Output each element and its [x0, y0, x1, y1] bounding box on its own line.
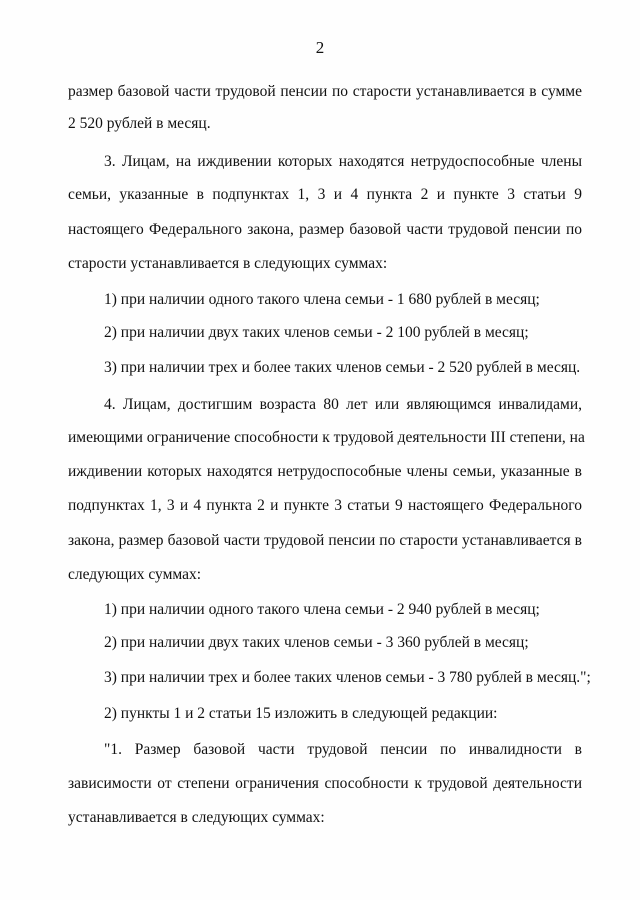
text-line: закона, размер базовой части трудовой пенсии по старости устанавливается в	[68, 532, 582, 549]
text-line: 2 520 рублей в месяц.	[68, 115, 211, 132]
page-number: 2	[315, 38, 325, 57]
text-line: подпунктах 1, 3 и 4 пункта 2 и пункте 3 статьи 9 настоящего Федерального	[68, 497, 582, 514]
text-line: имеющими ограничение способности к трудовой деятельности III степени, на	[68, 429, 585, 446]
text-line: иждивении которых находятся нетрудоспособные члены семьи, указанные в	[68, 463, 582, 480]
text-line: настоящего Федерального закона, размер базовой части трудовой пенсии по	[68, 221, 582, 238]
list-item: 3) при наличии трех и более таких членов семьи - 2 520 рублей в месяц.	[104, 359, 581, 376]
quoted-paragraph-start: "1. Размер базовой части трудовой пенсии по инвалидности в	[104, 741, 582, 758]
list-item: 2) пункты 1 и 2 статьи 15 изложить в следующей редакции:	[104, 705, 498, 722]
text-line: семьи, указанные в подпунктах 1, 3 и 4 пункта 2 и пункте 3 статьи 9	[68, 186, 582, 203]
list-item: 2) при наличии двух таких членов семьи - 3 360 рублей в месяц;	[104, 634, 529, 651]
text-line: размер базовой части трудовой пенсии по старости устанавливается в сумме	[68, 83, 582, 100]
text-line: старости устанавливается в следующих суммах:	[68, 255, 388, 272]
paragraph-3-start: 3. Лицам, на иждивении которых находятся нетрудоспособные члены	[104, 153, 582, 170]
paragraph-4-start: 4. Лицам, достигшим возраста 80 лет или являющимся инвалидами,	[104, 396, 582, 413]
list-item: 1) при наличии одного такого члена семьи - 1 680 рублей в месяц;	[104, 291, 540, 308]
list-item: 2) при наличии двух таких членов семьи - 2 100 рублей в месяц;	[104, 324, 529, 341]
text-line: следующих суммах:	[68, 566, 202, 583]
text-line: устанавливается в следующих суммах:	[68, 809, 325, 826]
list-item: 3) при наличии трех и более таких членов семьи - 3 780 рублей в месяц.";	[104, 669, 591, 686]
text-line: зависимости от степени ограничения способности к трудовой деятельности	[68, 775, 582, 792]
list-item: 1) при наличии одного такого члена семьи - 2 940 рублей в месяц;	[104, 601, 540, 618]
